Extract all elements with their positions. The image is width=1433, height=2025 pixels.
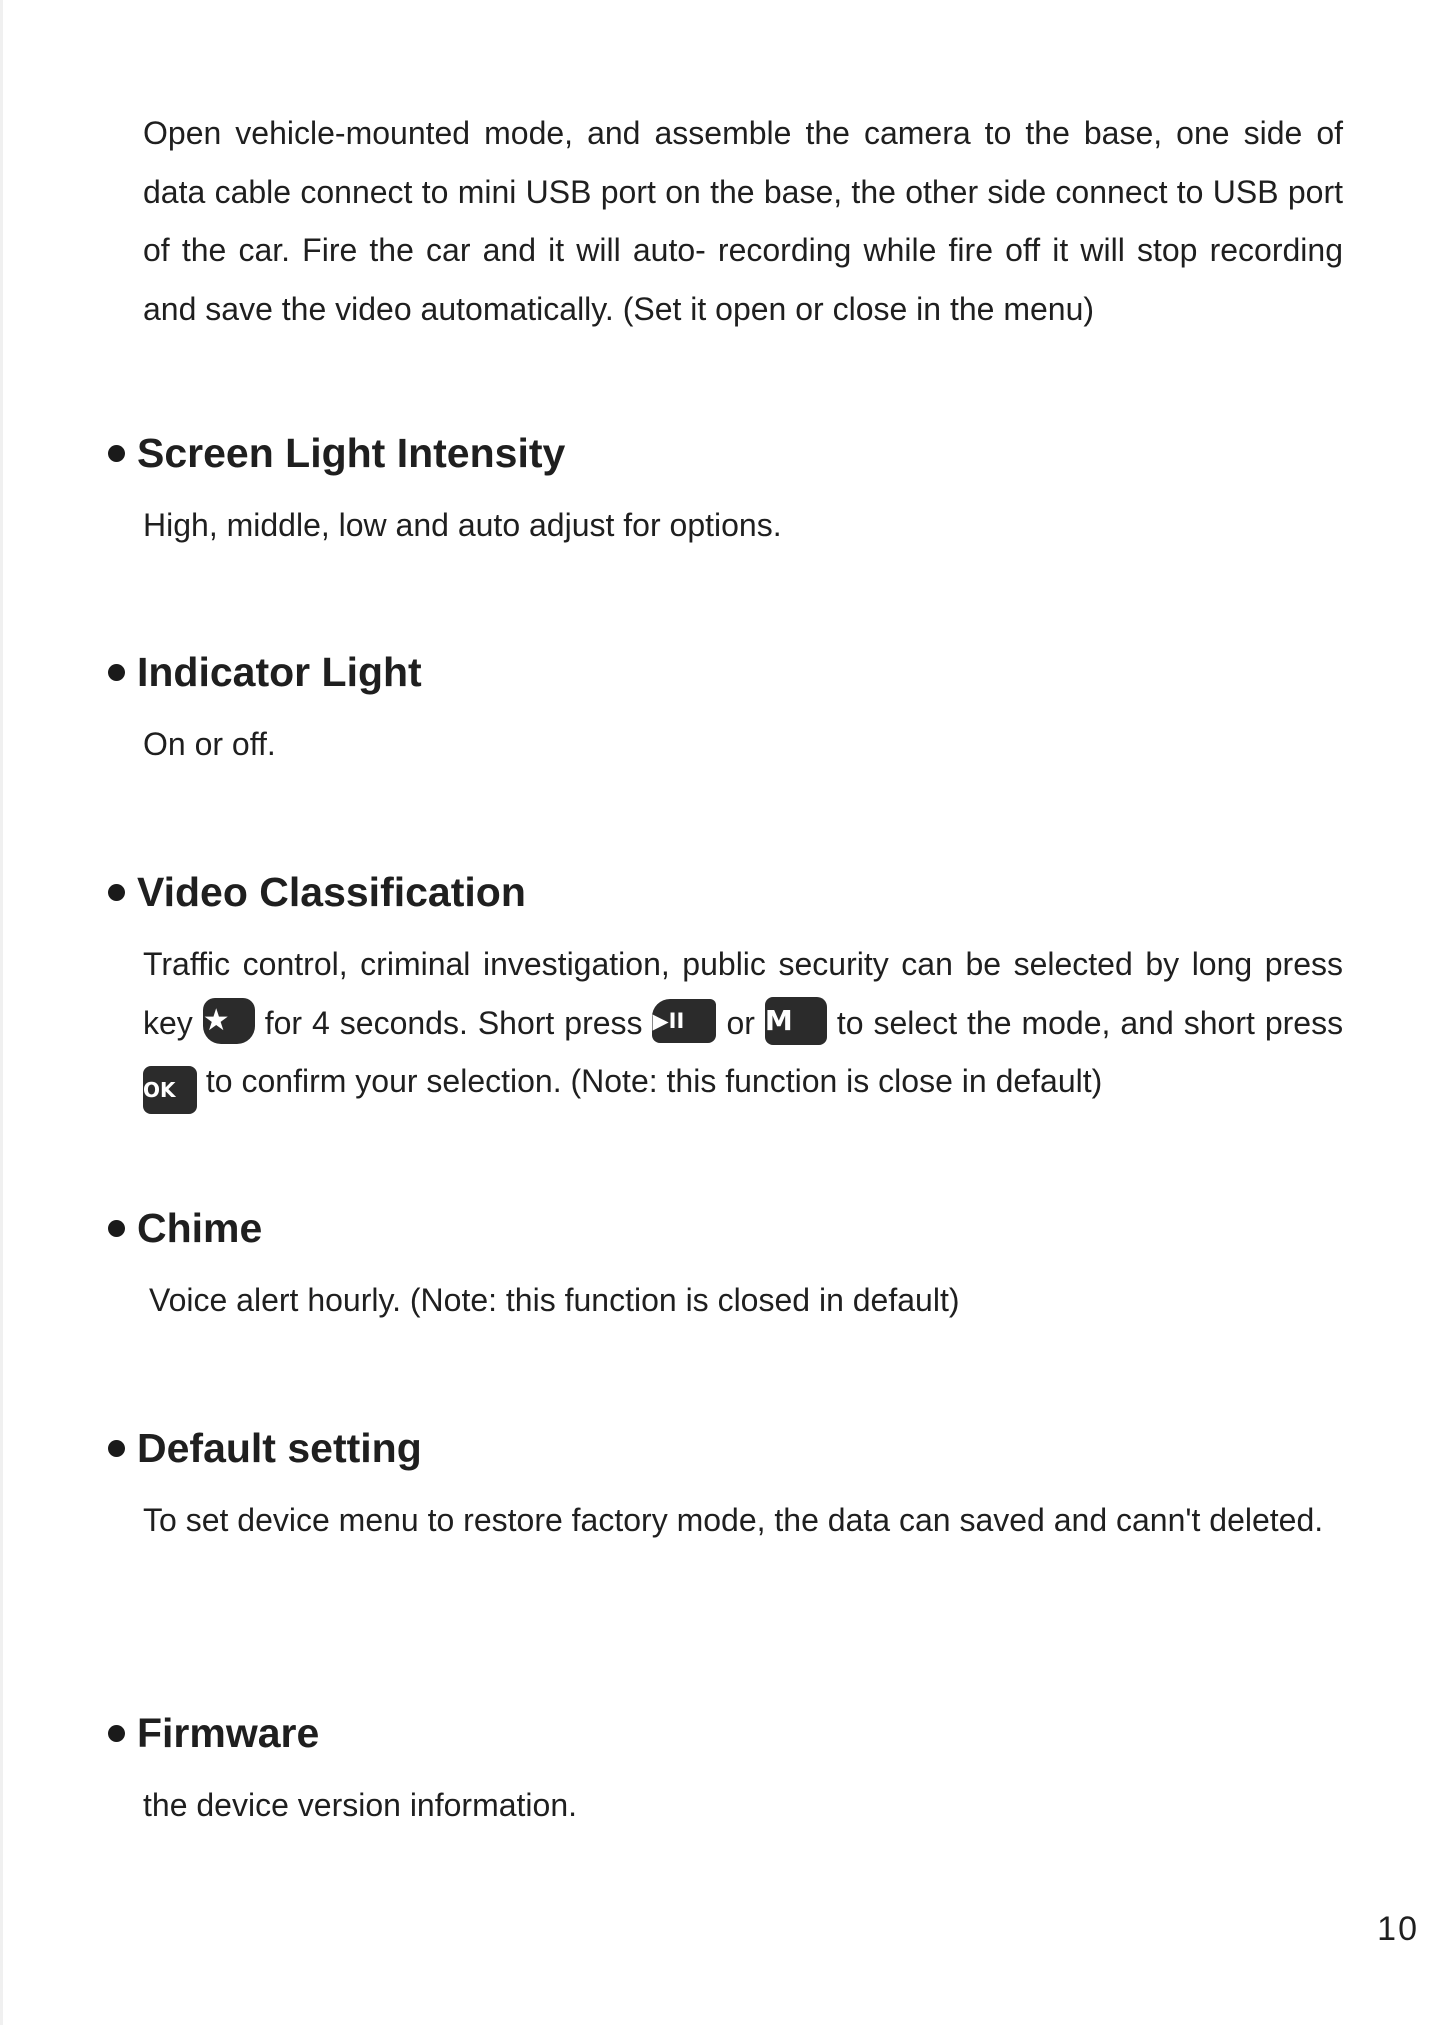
- section-title: Default setting: [137, 1425, 422, 1471]
- section-indicator-light: [108, 645, 1348, 774]
- intro-paragraph: Open vehicle-mounted mode, and assemble the camera to the base, one side of data cable connect to mini USB port on the base, the other side connect to USB port of the car. Fire the car and it will auto- recording while fire off it will stop recording and save the video automatically. (Set it open or close in the menu): [143, 115, 1343, 327]
- ok-key-icon: OK: [143, 1066, 197, 1114]
- bullet-icon: [108, 884, 125, 901]
- section-body: Voice alert hourly. (Note: this function is closed in default): [149, 1282, 960, 1318]
- body-text-part: to confirm your selection. (Note: this function is close in default): [205, 1063, 1103, 1099]
- section-heading: [108, 1706, 1348, 1760]
- bullet-icon: [108, 1725, 125, 1742]
- section-heading: [108, 645, 1348, 699]
- section-heading: [108, 426, 1348, 480]
- section-title: Video Classification: [137, 869, 526, 915]
- body-text-part: Traffic control, criminal investigation, public security can be selected by long press key: [143, 946, 1343, 1041]
- section-screen-light-intensity: [108, 426, 1348, 555]
- section-title: Firmware: [137, 1710, 320, 1756]
- section-body: [143, 935, 1343, 1111]
- section-title: Chime: [137, 1205, 263, 1251]
- star-key-icon: ★: [203, 998, 255, 1044]
- bullet-icon: [108, 1440, 125, 1457]
- section-title: Indicator Light: [137, 649, 422, 695]
- section-body: To set device menu to restore factory mode, the data can saved and cann't deleted.: [143, 1502, 1324, 1538]
- section-heading: [108, 1421, 1348, 1475]
- bullet-icon: [108, 1220, 125, 1237]
- page-number: 10: [1377, 1910, 1419, 1948]
- bullet-icon: [108, 445, 125, 462]
- section-chime: [108, 1201, 1348, 1330]
- bullet-icon: [108, 664, 125, 681]
- section-video-classification: [108, 865, 1348, 1111]
- section-title: Screen Light Intensity: [137, 430, 566, 476]
- section-heading: [108, 1201, 1348, 1255]
- body-text-part: or: [726, 1004, 755, 1041]
- section-heading: [108, 865, 1348, 919]
- body-text-part: to select the mode, and short press: [836, 1004, 1344, 1041]
- play-pause-key-icon: ▶II: [652, 999, 716, 1043]
- section-firmware: [108, 1706, 1348, 1835]
- body-text-part: for 4 seconds. Short press: [264, 1004, 643, 1041]
- section-default-setting: [108, 1421, 1348, 1550]
- mode-key-icon: M: [765, 997, 827, 1045]
- page-edge: [0, 0, 3, 2025]
- section-body: the device version information.: [143, 1787, 577, 1823]
- section-body: On or off.: [143, 726, 276, 762]
- section-body: High, middle, low and auto adjust for options.: [143, 507, 782, 543]
